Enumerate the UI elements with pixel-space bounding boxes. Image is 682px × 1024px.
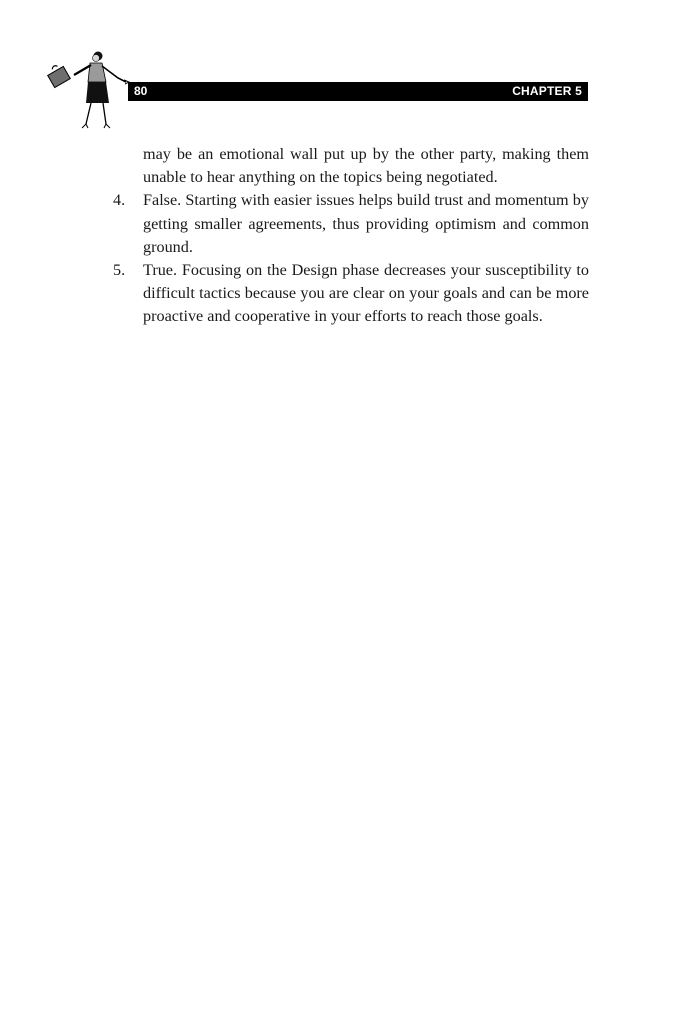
list-item: [113, 189, 589, 259]
continuation-paragraph: may be an emotional wall put up by the other party, making them unable to hear anything on the topics being negotiated.: [143, 145, 589, 187]
item-text: True. Focusing on the Design phase decreases your susceptibility to difficult tactics because you are clear on your goals and can be more proactive and cooperative in your efforts to reach those goals.: [143, 261, 589, 326]
item-number: 4.: [113, 191, 126, 210]
chapter-label: CHAPTER 5: [512, 84, 582, 98]
item-number: 5.: [113, 261, 126, 280]
page-number: 80: [134, 84, 148, 98]
item-text: False. Starting with easier issues helps build trust and momentum by getting smaller agreements, thus providing optimism and common ground.: [143, 191, 589, 256]
running-header: [128, 82, 588, 101]
list-item: [113, 259, 589, 329]
businesswoman-illustration: [46, 48, 134, 132]
body-text: [113, 143, 589, 329]
briefcase-icon: [48, 65, 71, 88]
